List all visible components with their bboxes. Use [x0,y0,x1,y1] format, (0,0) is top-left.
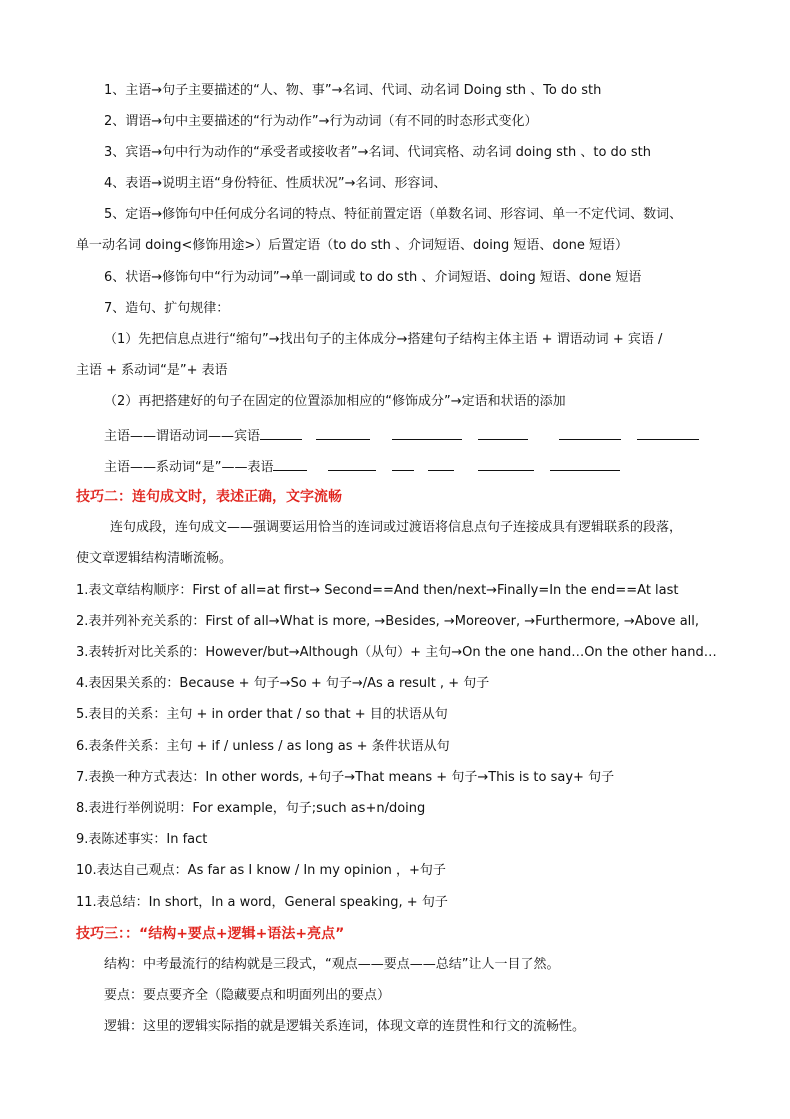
connector-cause: 4.表因果关系的：Because + 句子→So + 句子→/As a result , + 句子 [76,676,490,691]
rule-expansion-title: 7、造句、扩句规律： [104,301,230,316]
connector-condition: 6.表条件关系：主句 + if / unless / as long as + 条件状语从句 [76,739,450,754]
blank-line [428,456,454,471]
rule-object: 3、宾语→句中行为动作的“承受者或接收者”→名词、代词宾格、动名词 doing sth 、to do sth [104,145,651,160]
rule-attribute-cont: 单一动名词 doing<修饰用途>）后置定语（to do sth 、介词短语、doing 短语、done 短语） [76,238,629,253]
blank-line [273,456,307,471]
connector-purpose: 5.表目的关系：主句 + in order that / so that + 目的状语从句 [76,707,448,722]
rule-step-1: （1）先把信息点进行“缩句”→找出句子的主体成分→搭建句子结构主体主语 + 谓语动词 + 宾语 / [104,332,663,347]
rule-subject: 1、主语→句子主要描述的“人、物、事”→名词、代词、动名词 Doing sth 、To do sth [104,83,602,98]
connector-sequence: 1.表文章结构顺序：First of all=at first→ Second==And then/next→Finally=In the end==At last [76,583,679,598]
rule-attribute: 5、定语→修饰句中任何成分名词的特点、特征前置定语（单数名词、形容词、单一不定代词、数词、 [104,207,683,222]
paragraph-technique-2: 连句成段，连句成文——强调要运用恰当的连词或过渡语将信息点句子连接成具有逻辑联系的段落， [110,520,683,535]
heading-technique-3: 技巧三：：“结构+要点+逻辑+语法+亮点” [76,926,345,942]
connector-example: 8.表进行举例说明：For example，句子;such as+n/doing [76,801,426,816]
pattern-svo [104,425,699,447]
connector-fact: 9.表陈述事实：In fact [76,832,208,847]
blank-line [478,425,528,440]
rule-predicative: 4、表语→说明主语“身份特征、性质状况”→名词、形容词、 [104,176,447,191]
rule-predicate: 2、谓语→句中主要描述的“行为动作”→行为动词（有不同的时态形式变化） [104,114,538,129]
blank-line [392,456,414,471]
blank-line [559,425,621,440]
connector-contrast: 3.表转折对比关系的：However/but→Although（从句）+ 主句→On the one hand…On the other hand… [76,645,717,660]
connector-rephrase: 7.表换一种方式表达：In other words, +句子→That means + 句子→This is to say+ 句子 [76,770,615,785]
blank-line [637,425,699,440]
blank-line [260,425,302,440]
point-logic: 逻辑：这里的逻辑实际指的就是逻辑关系连词，体现文章的连贯性和行文的流畅性。 [104,1019,586,1034]
blank-line [392,425,462,440]
paragraph-technique-2-cont: 使文章逻辑结构清晰流畅。 [76,551,233,566]
connector-summary: 11.表总结：In short，In a word，General speaking, + 句子 [76,895,448,910]
rule-step-1-cont: 主语 + 系动词“是”+ 表语 [76,363,228,378]
connector-opinion: 10.表达自己观点：As far as I know / In my opinion ，+句子 [76,863,446,878]
heading-technique-2: 技巧二：连句成文时，表述正确，文字流畅 [76,489,342,505]
rule-step-2: （2）再把搭建好的句子在固定的位置添加相应的“修饰成分”→定语和状语的添加 [104,394,566,409]
pattern-linking-label: 主语——系动词“是”——表语 [104,460,274,475]
pattern-linking [104,456,620,478]
point-key-points: 要点：要点要齐全（隐藏要点和明面列出的要点） [104,988,391,1003]
connector-addition: 2.表并列补充关系的：First of all→What is more, →Besides, →Moreover, →Furthermore, →Above all, [76,614,700,629]
pattern-svo-label: 主语——谓语动词——宾语 [104,429,261,444]
rule-adverbial: 6、状语→修饰句中“行为动词”→单一副词或 to do sth 、介词短语、doing 短语、done 短语 [104,270,642,285]
blank-line [328,456,376,471]
point-structure: 结构：中考最流行的结构就是三段式，“观点——要点——总结”让人一目了然。 [104,957,560,972]
blank-line [550,456,620,471]
blank-line [316,425,370,440]
blank-line [478,456,534,471]
